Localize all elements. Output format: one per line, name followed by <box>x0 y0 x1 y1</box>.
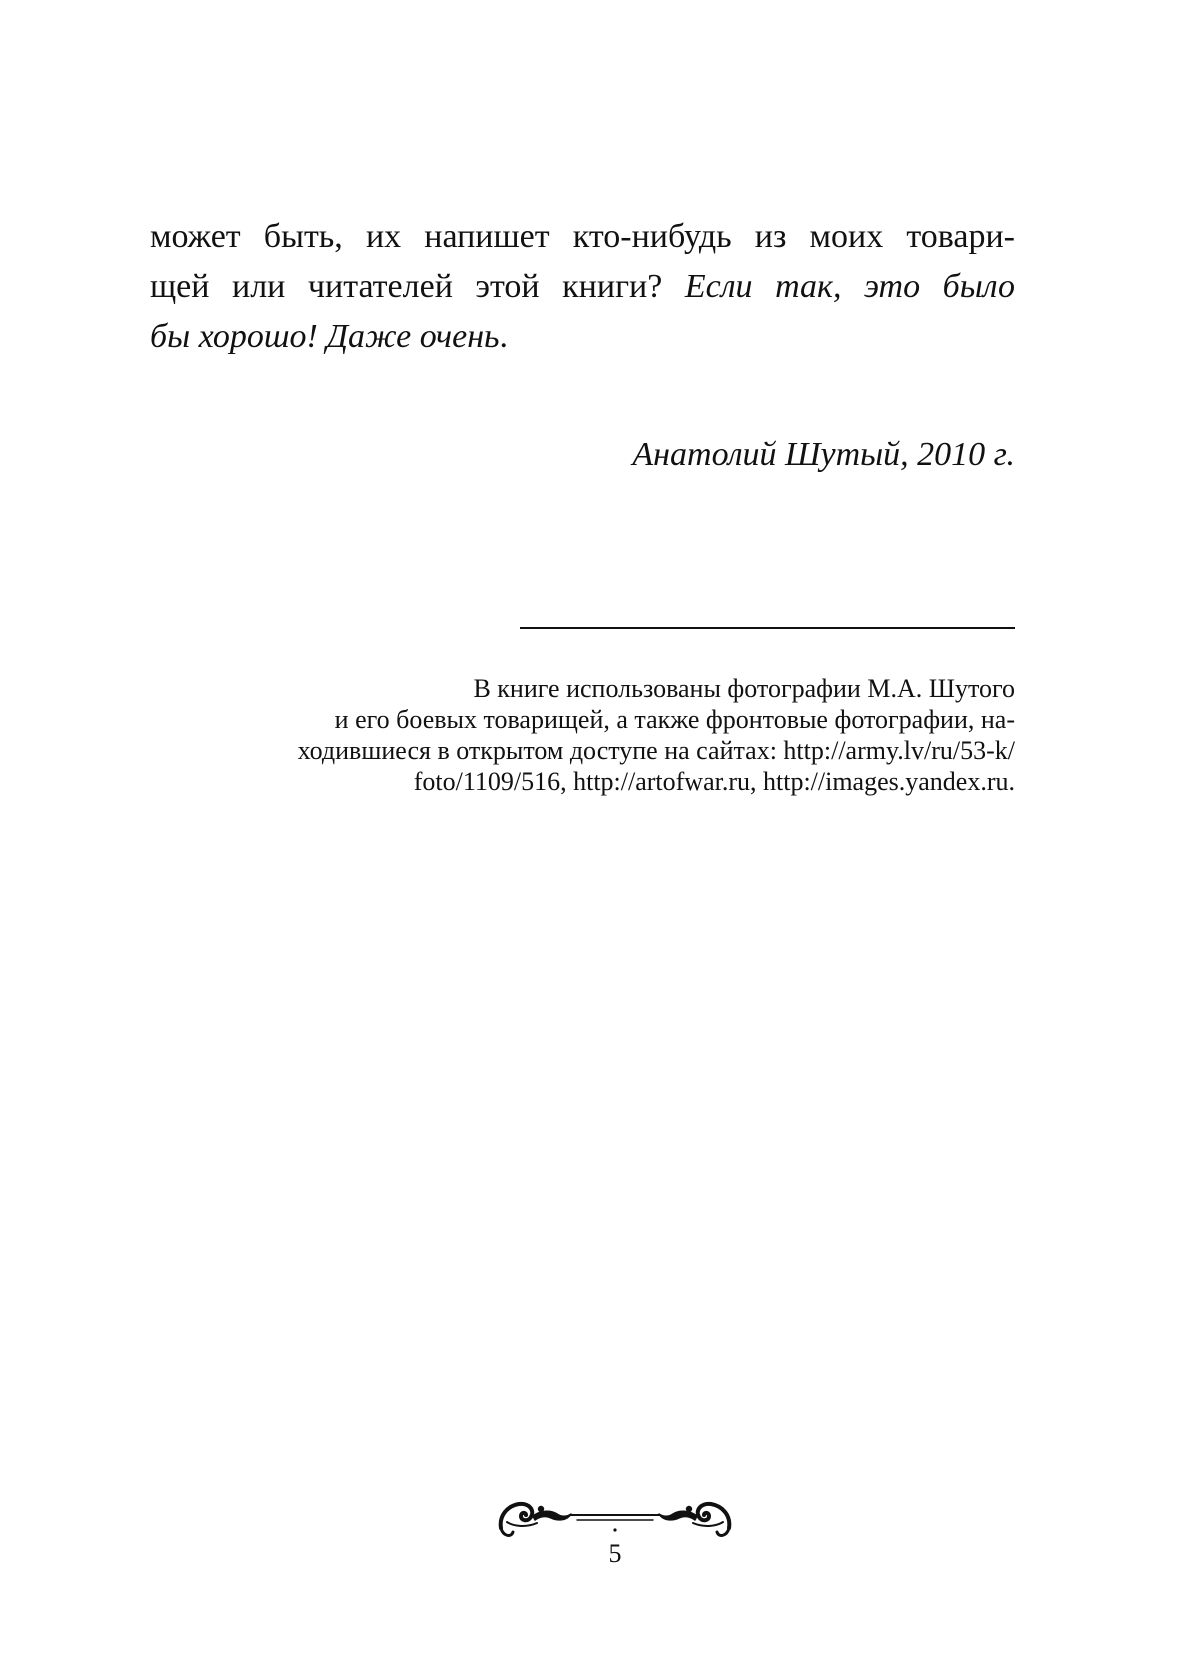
credits-line-4: foto/1109/516, http://artofwar.ru, http://images.yandex.ru. <box>413 767 1015 796</box>
credits-line-3: ходившиеся в открытом доступе на сайтах: http://army.lv/ru/53-k/ <box>297 736 1015 765</box>
photo-credits <box>185 673 1015 797</box>
credits-line-1: В книге использованы фотографии М.А. Шутого <box>473 674 1015 703</box>
credits-line-2: и его боевых товарищей, а также фронтовые фотографии, на- <box>334 705 1015 734</box>
paragraph-line-3 <box>150 312 1015 362</box>
footnote-divider <box>520 627 1015 629</box>
author-signature: Анатолий Шутый, 2010 г. <box>632 436 1015 473</box>
paragraph-line-3-italic: бы хорошо! Даже очень <box>150 318 500 355</box>
paragraph-line-1: может быть, их напишет кто-нибудь из моих товари- <box>150 218 1015 255</box>
paragraph-line-2-italic: Если так, это было <box>684 268 1015 305</box>
paragraph-line-2 <box>150 262 1015 312</box>
scroll-ornament-icon <box>497 1490 733 1540</box>
main-paragraph <box>150 212 1015 362</box>
page-number: 5 <box>608 1539 622 1568</box>
paragraph-line-2-regular: щей или читателей этой книги? <box>150 268 685 305</box>
paragraph-line-3-end: . <box>499 318 509 355</box>
